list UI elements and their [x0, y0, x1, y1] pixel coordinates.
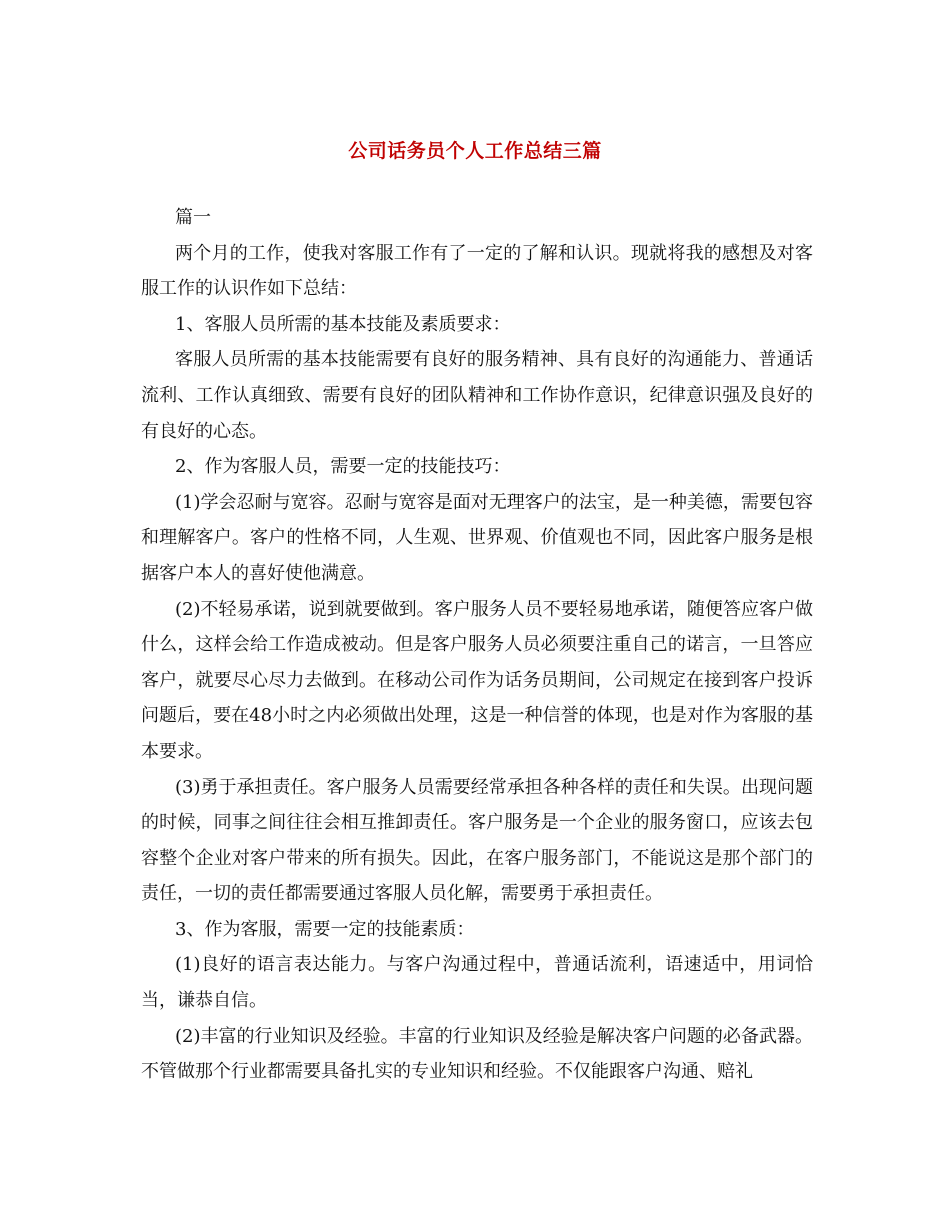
paragraph: (1)良好的语言表达能力。与客户沟通过程中，普通话流利，语速适中，用词恰当，谦恭自信。	[141, 954, 813, 1012]
paragraph: (1)学会忍耐与宽容。忍耐与宽容是面对无理客户的法宝，是一种美德，需要包容和理解客户。客户的性格不同，人生观、世界观、价值观也不同，因此客户服务是根据客户本人的喜好使他满意。	[141, 491, 813, 584]
paragraph: 1、客服人员所需的基本技能及素质要求：	[175, 313, 511, 335]
paragraph: 3、作为客服，需要一定的技能素质：	[175, 918, 475, 940]
paragraph: 2、作为客服人员，需要一定的技能技巧：	[175, 456, 511, 478]
paragraph: (3)勇于承担责任。客户服务人员需要经常承担各种各样的责任和失误。出现问题的时候，同事之间往往会相互推卸责任。客户服务是一个企业的服务窗口，应该去包容整个企业对客户带来的所有损失。因此，在客户服务部门，不能说这是那个部门的责任，一切的责任都需要通过客服人员化解，需要勇于承担责任。	[141, 776, 813, 905]
paragraph: 两个月的工作，使我对客服工作有了一定的了解和认识。现就将我的感想及对客服工作的认识作如下总结：	[141, 242, 813, 300]
document-title: 公司话务员个人工作总结三篇	[348, 140, 602, 162]
section-heading: 篇一	[175, 207, 211, 228]
paragraph: (2)丰富的行业知识及经验。丰富的行业知识及经验是解决客户问题的必备武器。不管做那个行业都需要具备扎实的专业知识和经验。不仅能跟客户沟通、赔礼	[141, 1025, 813, 1083]
document-body	[141, 200, 813, 1090]
paragraph: (2)不轻易承诺，说到就要做到。客户服务人员不要轻易地承诺，随便答应客户做什么，这样会给工作造成被动。但是客户服务人员必须要注重自己的诺言，一旦答应客户，就要尽心尽力去做到。在移动公司作为话务员期间，公司规定在接到客户投诉问题后，要在48小时之内必须做出处理，这是一种信誉的体现，也是对作为客服的基本要求。	[141, 598, 813, 762]
paragraph: 客服人员所需的基本技能需要有良好的服务精神、具有良好的沟通能力、普通话流利、工作认真细致、需要有良好的团队精神和工作协作意识，纪律意识强及良好的有良好的心态。	[141, 349, 813, 442]
